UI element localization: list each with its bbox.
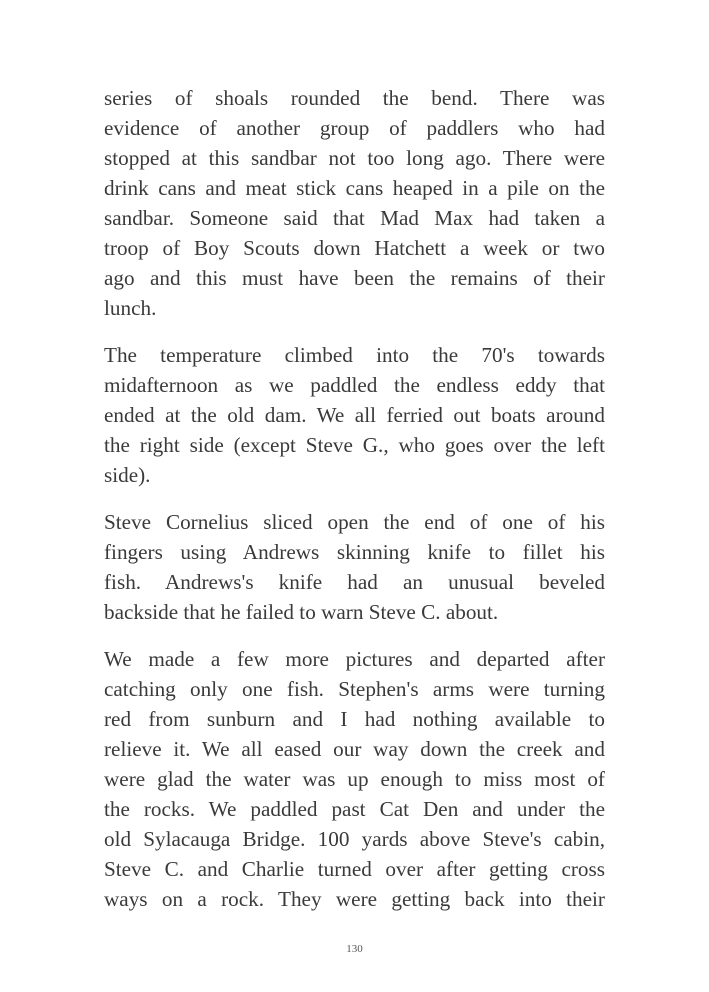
paragraph-1 xyxy=(104,83,605,323)
paragraph-3 xyxy=(104,507,605,627)
text-line: the rocks. We paddled past Cat Den and under the xyxy=(104,797,605,821)
text-line: We made a few more pictures and departed after xyxy=(104,647,605,671)
text-line: troop of Boy Scouts down Hatchett a week or two xyxy=(104,236,605,260)
text-line: relieve it. We all eased our way down the creek and xyxy=(104,737,605,761)
text-line: backside that he failed to warn Steve C. about. xyxy=(104,600,499,624)
text-line: red from sunburn and I had nothing available to xyxy=(104,707,605,731)
text-line: lunch. xyxy=(104,296,157,320)
text-line: fingers using Andrews skinning knife to fillet his xyxy=(104,540,605,564)
text-line: catching only one fish. Stephen's arms were turning xyxy=(104,677,605,701)
text-line: midafternoon as we paddled the endless eddy that xyxy=(104,373,605,397)
text-line: series of shoals rounded the bend. There was xyxy=(104,86,605,110)
text-line: ago and this must have been the remains of their xyxy=(104,266,605,290)
text-line: Steve C. and Charlie turned over after getting cross xyxy=(104,857,605,881)
text-line: The temperature climbed into the 70's towards xyxy=(104,343,605,367)
text-line: side). xyxy=(104,463,151,487)
text-line: fish. Andrews's knife had an unusual beveled xyxy=(104,570,605,594)
text-line: were glad the water was up enough to miss most of xyxy=(104,767,605,791)
paragraph-2 xyxy=(104,340,605,490)
text-line: ended at the old dam. We all ferried out boats around xyxy=(104,403,605,427)
text-line: evidence of another group of paddlers who had xyxy=(104,116,605,140)
text-line: ways on a rock. They were getting back into their xyxy=(104,887,605,911)
text-line: Steve Cornelius sliced open the end of one of his xyxy=(104,510,605,534)
paragraph-4 xyxy=(104,644,605,914)
text-line: drink cans and meat stick cans heaped in a pile on the xyxy=(104,176,605,200)
text-line: old Sylacauga Bridge. 100 yards above Steve's cabin, xyxy=(104,827,605,851)
text-line: stopped at this sandbar not too long ago. There were xyxy=(104,146,605,170)
text-line: sandbar. Someone said that Mad Max had taken a xyxy=(104,206,605,230)
page-number: 130 xyxy=(346,943,363,955)
body-text xyxy=(104,83,605,931)
text-line: the right side (except Steve G., who goes over the left xyxy=(104,433,605,457)
